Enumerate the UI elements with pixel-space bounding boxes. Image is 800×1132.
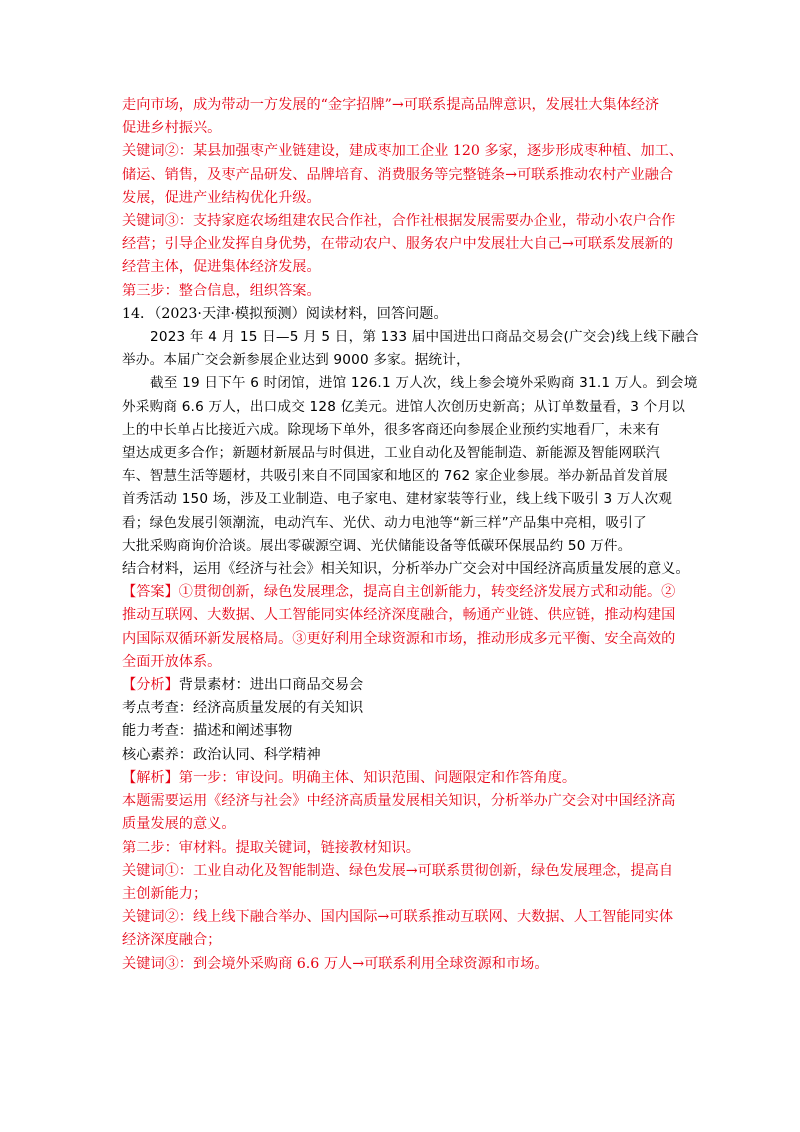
keyword-2-line: 关键词②：某县加强枣产业链建设，建成枣加工企业 120 多家，逐步形成枣种植、加工、 xyxy=(122,143,684,160)
answer-line: 内国际双循环新发展格局。③更好利用全球资源和市场，推动形成多元平衡、安全高效的 xyxy=(122,630,676,647)
answer-line: 全面开放体系。 xyxy=(122,653,222,670)
answer-line xyxy=(122,581,686,604)
material-line: 望达成更多合作；新题材新展品与时俱进，工业自动化及智能制造、新能源及智能网联汽 xyxy=(122,445,660,462)
keyword-2-line: 关键词②：线上线下融合举办、国内国际→可联系推动互联网、大数据、人工智能同实体 xyxy=(122,909,674,926)
analysis-section xyxy=(122,674,686,767)
answer-tag: 【答案】 xyxy=(122,584,179,601)
step-3-line: 第三步：整合信息，组织答案。 xyxy=(122,282,321,299)
answer-text: ①贯彻创新，绿色发展理念，提高自主创新能力，转变经济发展方式和动能。② xyxy=(178,584,676,601)
keyword-2-line: 储运、销售，及枣产品研发、品牌培育、消费服务等完整链条→可联系推动农村产业融合 xyxy=(122,166,674,183)
analysis-text-line: 促进乡村振兴。 xyxy=(122,120,222,137)
material-line: 2023 年 4 月 15 日—5 月 5 日，第 133 届中国进出口商品交易会(广交会)线上线下融合 xyxy=(150,329,699,346)
analysis-line xyxy=(122,674,686,697)
material-line: 看；绿色发展引领潮流，电动汽车、光伏、动力电池等“新三样”产品集中亮相，吸引了 xyxy=(122,514,647,531)
analysis-nengli: 能力考查：描述和阐述事物 xyxy=(122,723,293,740)
answer-section xyxy=(122,581,686,674)
background-material: 背景素材：进出口商品交易会 xyxy=(178,677,364,694)
step-2: 第二步：审材料。提取关键词，链接教材知识。 xyxy=(122,839,420,856)
question-14 xyxy=(122,303,699,581)
explanation-desc: 质量发展的意义。 xyxy=(122,816,236,833)
step-1: 第一步：审设问。明确主体、知识范围、问题限定和作答角度。 xyxy=(178,769,577,786)
analysis-suyang: 核心素养：政治认同、科学精神 xyxy=(122,746,321,763)
keyword-3-line: 关键词③：支持家庭农场组建农民合作社，合作社根据发展需要办企业，带动小农户合作 xyxy=(122,213,676,230)
question-prompt: 结合材料，运用《经济与社会》相关知识，分析举办广交会对中国经济高质量发展的意义。 xyxy=(122,561,690,578)
material-line: 举办。本届广交会新参展企业达到 9000 多家。据统计， xyxy=(122,352,470,369)
previous-question-analysis xyxy=(122,94,686,303)
keyword-2-line: 经济深度融合； xyxy=(122,932,222,949)
keyword-1-line: 关键词①：工业自动化及智能制造、绿色发展→可联系贯彻创新，绿色发展理念，提高自 xyxy=(122,862,674,879)
explanation-tag: 【解析】 xyxy=(122,769,179,786)
keyword-3-line: 经营主体，促进集体经济发展。 xyxy=(122,259,321,276)
explanation-section xyxy=(122,767,686,976)
document-page xyxy=(122,94,699,976)
material-line: 截至 19 日下午 6 时闭馆，进馆 126.1 万人次，线上参会境外采购商 31.1 万人。到会境 xyxy=(150,375,698,392)
keyword-1-line: 主创新能力； xyxy=(122,885,208,902)
material-line: 首秀活动 150 场，涉及工业制造、电子家电、建材家装等行业，线上线下吸引 3 万人次观 xyxy=(122,491,673,508)
keyword-3-line: 关键词③：到会境外采购商 6.6 万人→可联系利用全球资源和市场。 xyxy=(122,955,549,972)
keyword-3-line: 经营；引导企业发挥自身优势，在带动农户、服务农户中发展壮大自己→可联系发展新的 xyxy=(122,236,674,253)
material-line: 大批采购商询价洽谈。展出零碳源空调、光伏储能设备等低碳环保展品约 50 万件。 xyxy=(122,537,632,554)
explanation-line xyxy=(122,767,686,790)
analysis-kaodian: 考点考查：经济高质量发展的有关知识 xyxy=(122,700,364,717)
answer-line: 推动互联网、大数据、人工智能同实体经济深度融合，畅通产业链、供应链，推动构建国 xyxy=(122,607,676,624)
material-line: 外采购商 6.6 万人，出口成交 128 亿美元。进馆人次创历史新高；从订单数量看，3 个月以 xyxy=(122,398,685,415)
material-line: 车、智慧生活等题材，共吸引来自不同国家和地区的 762 家企业参展。举办新品首发首展 xyxy=(122,468,668,485)
explanation-desc: 本题需要运用《经济与社会》中经济高质量发展相关知识，分析举办广交会对中国经济高 xyxy=(122,793,676,810)
question-material xyxy=(122,326,699,558)
analysis-tag: 【分析】 xyxy=(122,677,179,694)
material-line: 上的中长单占比接近六成。除现场下单外，很多客商还向参展企业预约实地看厂，未来有 xyxy=(122,421,660,438)
question-header: 14．（2023·天津·模拟预测）阅读材料，回答问题。 xyxy=(122,305,448,322)
keyword-2-line: 发展，促进产业结构优化升级。 xyxy=(122,189,321,206)
analysis-text-line: 走向市场，成为带动一方发展的“金字招牌”→可联系提高品牌意识，发展壮大集体经济 xyxy=(122,97,660,113)
